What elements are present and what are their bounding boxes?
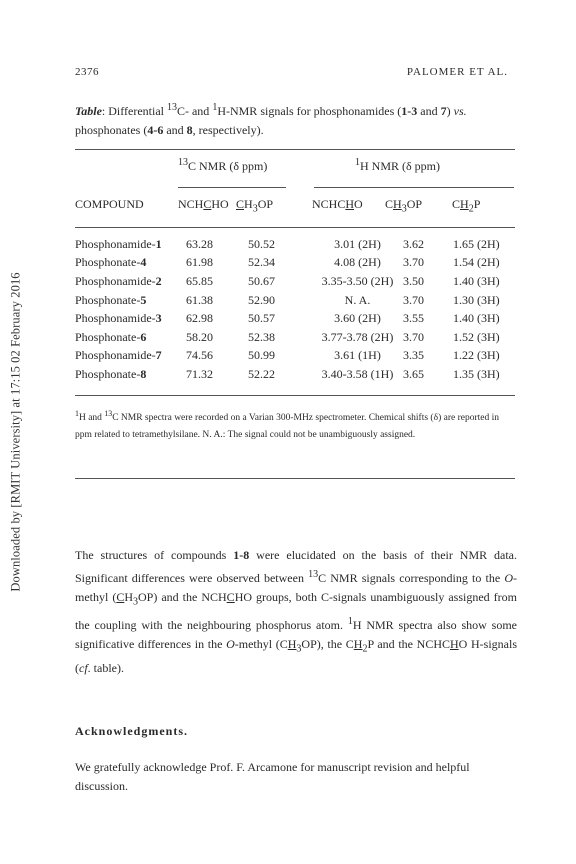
table-footnote: $^1$H and $^{13}$C NMR spectra were recorded on a Varian 300-MHz spectrometer. Chemical shifts (δ) are reported in ppm related to tetramethylsilane. N. A.: The signal could not be unambiguously assigned. xyxy=(75,409,499,441)
table-caption: Table: Differential $^{13}$C- and $^1$H-NMR signals for phosphonamides (1-3 and 7) vs. phosphonates (4-6 and 8, respectively). xyxy=(75,102,467,137)
table-cell: 4.08 (2H) xyxy=(334,255,381,270)
table-cell: 3.70 xyxy=(403,255,424,270)
table-cell: 3.01 (2H) xyxy=(334,236,381,251)
col-header-c-ch3op: $CH_3OP$ xyxy=(236,197,274,215)
table-cell: 1.54 (2H) xyxy=(453,255,500,270)
table-cell: 1.30 (3H) xyxy=(453,292,500,307)
table-header-rule xyxy=(75,227,515,228)
table-row xyxy=(75,272,515,291)
table-cell: 3.61 (1H) xyxy=(334,348,381,363)
table-cell: Phosphonamide-3 xyxy=(75,311,162,326)
col-header-compound: COMPOUND xyxy=(75,197,144,211)
table-cell: 1.65 (2H) xyxy=(453,236,500,251)
group-rule-1h xyxy=(314,187,514,188)
table-cell: 50.52 xyxy=(248,236,275,251)
table-cell: 71.32 xyxy=(186,366,213,381)
table-cell: 3.35-3.50 (2H) xyxy=(321,273,394,288)
table-cell: 3.77-3.78 (2H) xyxy=(321,329,394,344)
table-cell: 3.55 xyxy=(403,311,424,326)
data-table xyxy=(75,235,515,384)
table-row xyxy=(75,309,515,328)
table-cell: 50.57 xyxy=(248,311,275,326)
table-cell: 3.40-3.58 (1H) xyxy=(321,366,394,381)
table-cell: Phosphonamide-7 xyxy=(75,348,162,363)
table-cell: 3.70 xyxy=(403,292,424,307)
table-cell: 61.98 xyxy=(186,255,213,270)
table-cell: 1.40 (3H) xyxy=(453,311,500,326)
download-watermark: Downloaded by [RMIT University] at 17:15 02 February 2016 xyxy=(8,272,23,592)
table-cell: 74.56 xyxy=(186,348,213,363)
table-cell: 52.90 xyxy=(248,292,275,307)
table-cell: Phosphonamide-1 xyxy=(75,236,162,251)
table-bottom-rule xyxy=(75,395,515,396)
footnote-rule xyxy=(75,478,515,479)
table-top-rule xyxy=(75,149,515,150)
table-row xyxy=(75,328,515,347)
table-cell: 3.50 xyxy=(403,273,424,288)
col-header-h-ch2p: $CH_2P$ xyxy=(452,197,481,215)
acknowledgments-text: We gratefully acknowledge Prof. F. Arcamone for manuscript revision and helpful discussion. xyxy=(75,760,470,793)
table-cell: 52.22 xyxy=(248,366,275,381)
group-header-1h: $^1$H NMR (δ ppm) xyxy=(355,157,440,173)
table-cell: 3.60 (2H) xyxy=(334,311,381,326)
table-cell: 3.70 xyxy=(403,329,424,344)
table-cell: 3.62 xyxy=(403,236,424,251)
table-row xyxy=(75,347,515,366)
page-number: 2376 xyxy=(75,66,99,78)
table-cell: 52.34 xyxy=(248,255,275,270)
table-cell: Phosphonamide-2 xyxy=(75,273,162,288)
table-cell: Phosphonate-6 xyxy=(75,329,147,344)
table-cell: 61.38 xyxy=(186,292,213,307)
table-cell: 65.85 xyxy=(186,273,213,288)
group-header-13c: $^{13}$C NMR (δ ppm) xyxy=(178,157,268,173)
table-cell: Phosphonate-8 xyxy=(75,366,147,381)
table-cell: 58.20 xyxy=(186,329,213,344)
table-cell: 50.99 xyxy=(248,348,275,363)
col-header-h-ch3op: $CH_3OP$ xyxy=(385,197,423,215)
table-cell: 50.67 xyxy=(248,273,275,288)
table-cell: 1.35 (3H) xyxy=(453,366,500,381)
table-cell: 62.98 xyxy=(186,311,213,326)
running-head: PALOMER ET AL. xyxy=(406,66,508,78)
table-cell: 1.22 (3H) xyxy=(453,348,500,363)
table-cell: 63.28 xyxy=(186,236,213,251)
acknowledgments-heading: Acknowledgments. xyxy=(75,724,189,738)
table-cell: N. A. xyxy=(344,292,371,307)
table-cell: 52.38 xyxy=(248,329,275,344)
body-paragraph: The structures of compounds 1-8 were elucidated on the basis of their NMR data. Significant differences were observed between $^{13}$C NMR signals corresponding to the O-methyl $(CH_3OP)$ and the NCHCHO groups, both C-signals unambiguously assigned from the coupling with the neighbouring phosphorus atom. $^1$H NMR spectra also show some significative differences in the O-methyl $(CH_3OP)$, the $CH_2P$ and the NCHCHO H-signals (cf. table). xyxy=(75,548,518,675)
col-header-h-nchcho: NCHCHO xyxy=(312,197,363,211)
table-cell: 3.65 xyxy=(403,366,424,381)
table-row xyxy=(75,291,515,310)
table-cell: 3.35 xyxy=(403,348,424,363)
table-cell: 1.52 (3H) xyxy=(453,329,500,344)
table-row xyxy=(75,365,515,384)
col-header-c-nchcho: NCHCHO xyxy=(178,197,229,211)
table-cell: Phosphonate-5 xyxy=(75,292,147,307)
table-row xyxy=(75,254,515,273)
table-cell: 1.40 (3H) xyxy=(453,273,500,288)
group-rule-13c xyxy=(178,187,286,188)
table-row xyxy=(75,235,515,254)
table-cell: Phosphonate-4 xyxy=(75,255,147,270)
